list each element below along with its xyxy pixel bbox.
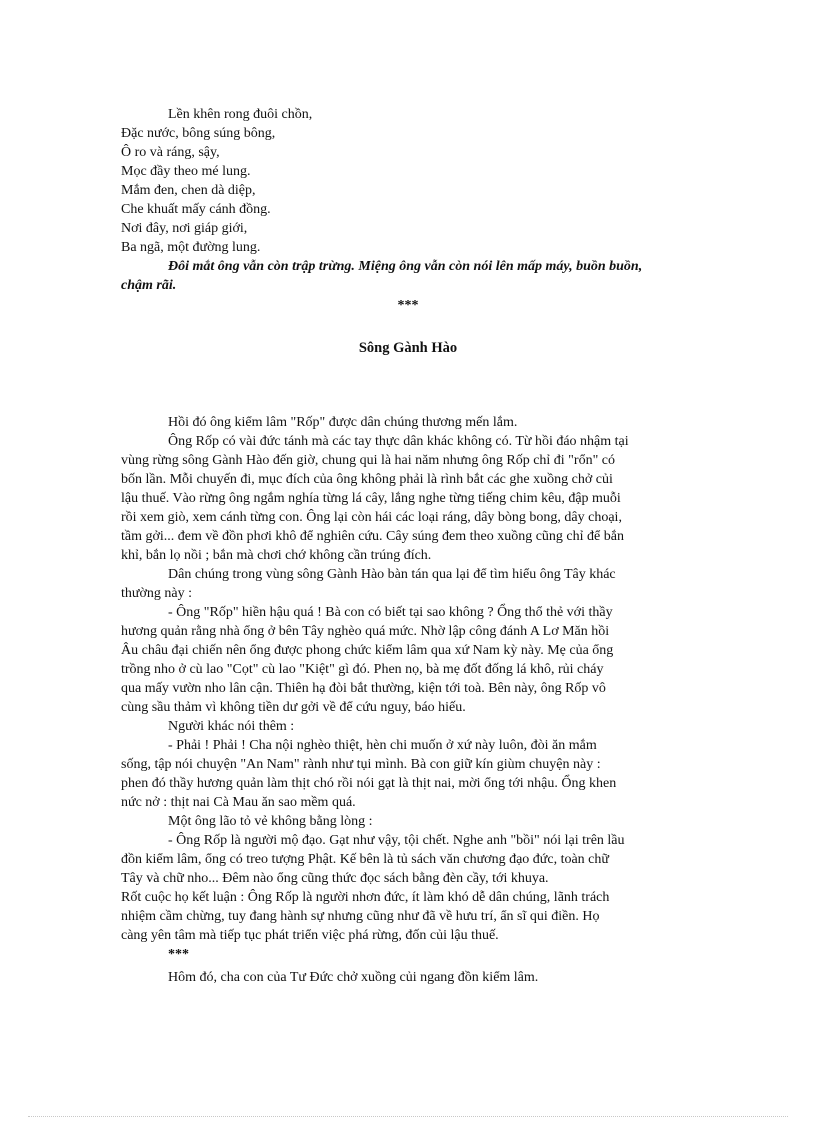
italic-line: chậm rãi.: [121, 278, 177, 293]
body-line: bốn lần. Mỗi chuyến đi, mục đích của ông không phải là rình bắt các ghe xuồng chở củi: [121, 472, 613, 487]
body-line: nhiệm cầm chừng, tuy đang hành sự nhưng cũng như đã về hưu trí, ẩn sĩ qui điền. Họ: [121, 909, 600, 924]
body-line: Hôm đó, cha con của Tư Đức chở xuồng củi ngang đồn kiểm lâm.: [168, 970, 539, 985]
poem-line: Nơi đây, nơi giáp giới,: [121, 221, 248, 236]
poem-line: Lền khên rong đuôi chồn,: [168, 107, 313, 122]
body-line: tầm gởi... đem về đồn phơi khô để nghiên cứu. Cây súng đem theo xuồng cũng chỉ để bắn: [121, 529, 624, 544]
body-line: cùng sầu thảm vì không tiền dư gởi về để cứu nguy, báo hiếu.: [121, 700, 466, 715]
poem-line: Ô ro và ráng, sậy,: [121, 145, 220, 160]
body-line: Rốt cuộc họ kết luận : Ông Rốp là người nhơn đức, ít làm khó dễ dân chúng, lãnh trách: [121, 890, 610, 905]
body-line: trồng nho ở cù lao "Cọt" cù lao "Kiệt" gì đó. Phen nọ, bà mẹ đốt đống lá khô, rủi cháy: [121, 662, 604, 677]
body-line: Một ông lão tỏ vẻ không bằng lòng :: [168, 814, 373, 829]
body-line: Người khác nói thêm :: [168, 719, 295, 734]
body-line: Dân chúng trong vùng sông Gành Hào bàn tán qua lại để tìm hiểu ông Tây khác: [168, 567, 616, 582]
poem-line: Mọc đầy theo mé lung.: [121, 164, 251, 179]
chapter-title: Sông Gành Hào: [358, 340, 458, 356]
body-line: Tây và chữ nho... Đêm nào ổng cũng thức đọc sách bằng đèn cầy, tới khuya.: [121, 871, 549, 886]
poem-line: Che khuất mấy cánh đồng.: [121, 202, 271, 217]
body-line: đồn kiểm lâm, ổng có treo tượng Phật. Kế bên là tủ sách văn chương đạo đức, toàn chữ: [121, 852, 609, 867]
body-line: phen đó thầy hương quản làm thịt chó rồi nói gạt là thịt nai, mời ổng tới nhậu. Ổng khen: [121, 776, 617, 791]
body-line: Âu châu đại chiến nên ổng được phong chức kiểm lâm qua xứ Nam kỳ này. Mẹ của ổng: [121, 643, 614, 658]
body-line: nức nở : thịt nai Cà Mau ăn sao mềm quá.: [121, 795, 356, 810]
body-line: Hồi đó ông kiểm lâm "Rốp" được dân chúng thương mến lắm.: [168, 415, 518, 430]
body-line: qua mấy vườn nho lân cận. Thiên hạ đòi bắt thường, kiện tới toà. Bên này, ông Rốp vô: [121, 681, 606, 696]
body-line: rồi xem giò, xem cánh từng con. Ông lại còn hái các loại ráng, dây bòng bong, dây choại,: [121, 510, 622, 525]
body-line: hương quản rằng nhà ổng ở bên Tây nghèo quá mức. Nhờ lập công đánh A Lơ Măn hồi: [121, 624, 610, 639]
inline-separator: ***: [168, 947, 189, 962]
body-line: khỉ, bắn lọ nồi ; bắn mà chơi chớ không cần trúng đích.: [121, 548, 432, 563]
body-line: - Ông Rốp là người mộ đạo. Gạt như vậy, tội chết. Nghe anh "bồi" nói lại trên lầu: [168, 833, 625, 848]
body-line: vùng rừng sông Gành Hào đến giờ, chung qui là hai năm nhưng ông Rốp chỉ đi "rổn" có: [121, 453, 615, 468]
footer-divider: [28, 1116, 788, 1117]
body-line: Ông Rốp có vài đức tánh mà các tay thực dân khác không có. Từ hồi đáo nhậm tại: [168, 434, 629, 449]
body-line: lậu thuế. Vào rừng ông ngắm nghía từng lá cây, lắng nghe từng tiếng chim kêu, đập muỗi: [121, 491, 621, 506]
poem-line: Đặc nước, bông súng bông,: [121, 126, 276, 141]
body-line: thường này :: [121, 586, 192, 601]
body-line: - Phải ! Phải ! Cha nội nghèo thiệt, hèn chi muốn ở xứ này luôn, đòi ăn mắm: [168, 738, 597, 753]
section-separator: ***: [397, 298, 419, 313]
body-line: sống, tập nói chuyện "An Nam" rành như tụi mình. Bà con giữ kín giùm chuyện này :: [121, 757, 601, 772]
poem-line: Mắm đen, chen dà diệp,: [121, 183, 256, 198]
poem-line: Ba ngã, một đường lung.: [121, 240, 261, 255]
italic-line: Đôi mắt ông vẫn còn trập trừng. Miệng ông vẫn còn nói lên mấp máy, buồn buồn,: [168, 259, 643, 274]
body-line: càng yên tâm mà tiếp tục phát triển việc phá rừng, đốn củi lậu thuế.: [121, 928, 499, 943]
body-line: - Ông "Rốp" hiền hậu quá ! Bà con có biết tại sao không ? Ổng thổ thẻ với thầy: [168, 605, 613, 620]
